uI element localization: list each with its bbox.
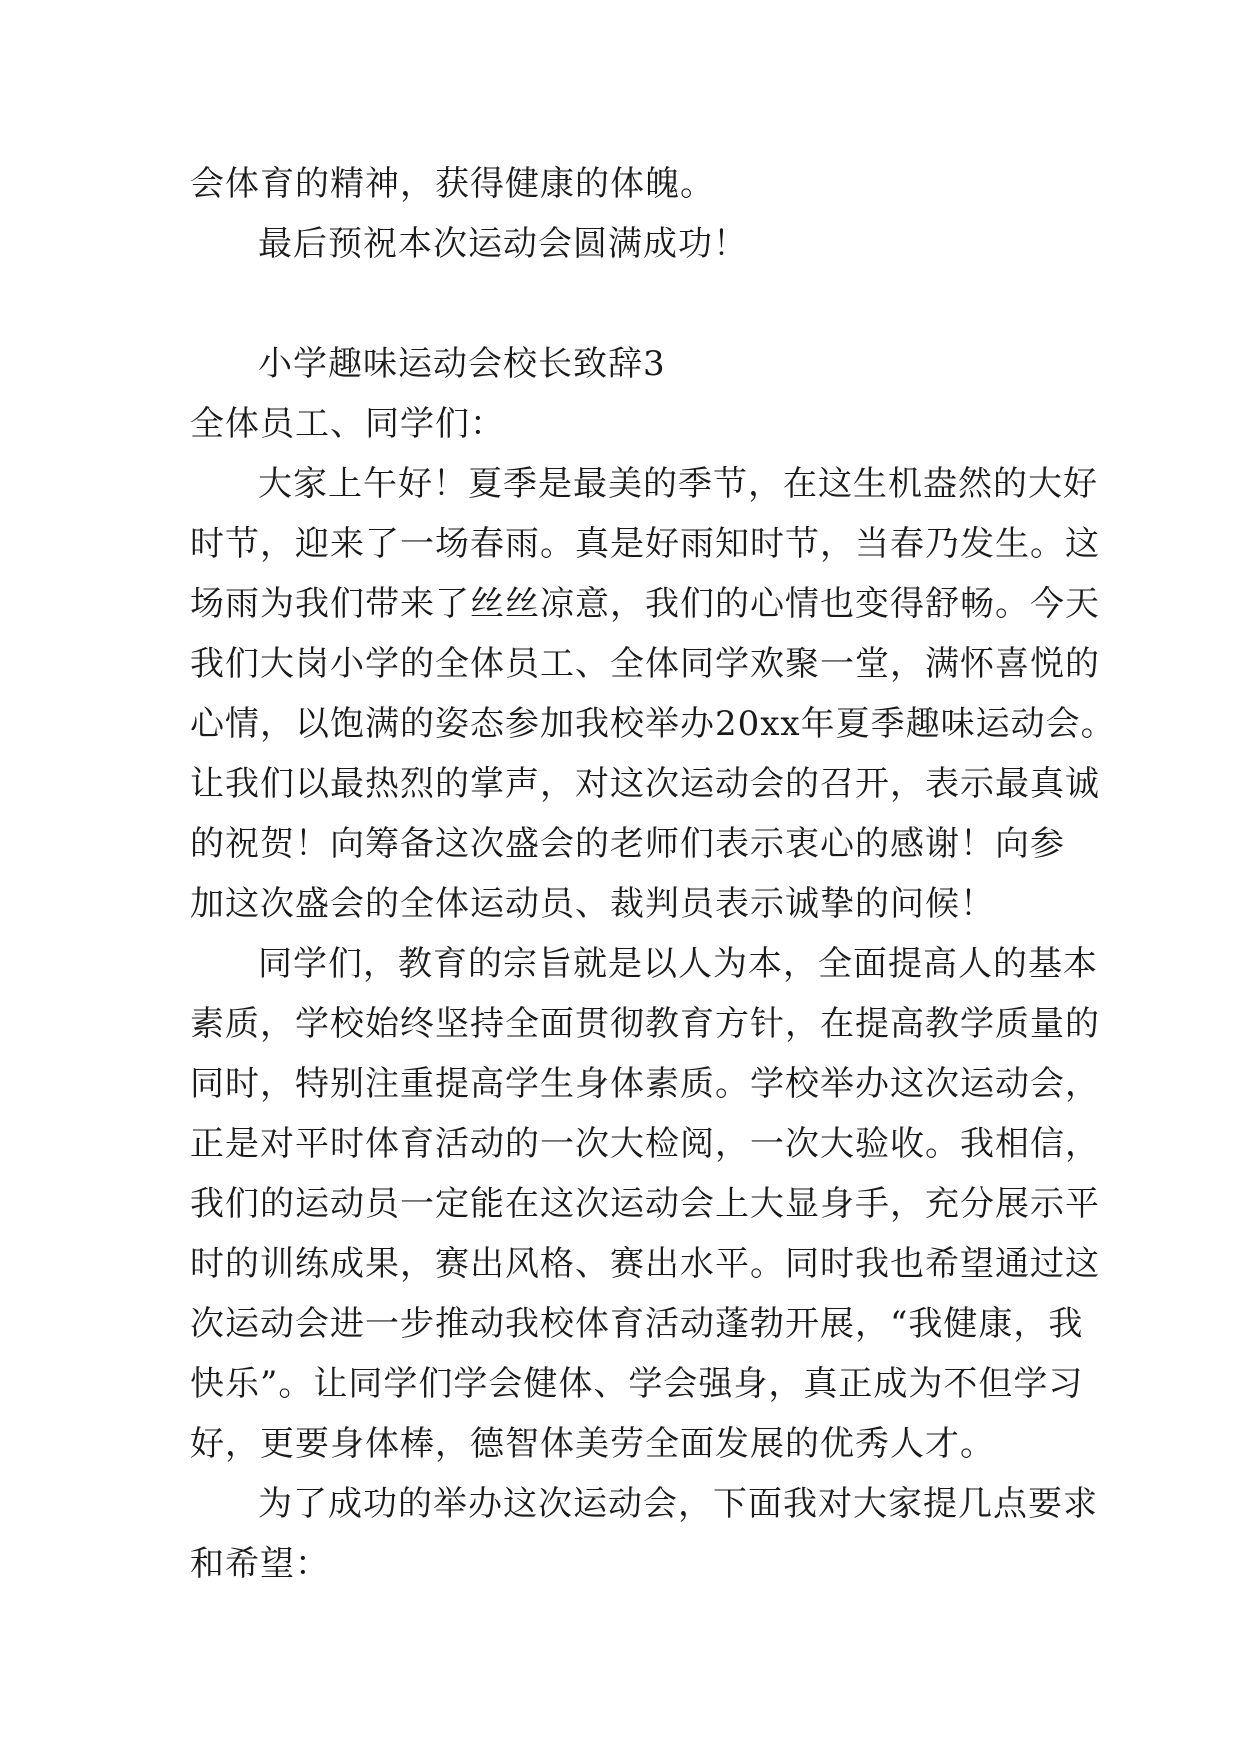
paragraph-1-line: 心情，以饱满的姿态参加我校举办20xx年夏季趣味运动会。 (190, 704, 1116, 744)
paragraph-1-line: 时节，迎来了一场春雨。真是好雨知时节，当春乃发生。这 (190, 524, 1100, 564)
paragraph-2-line: 时的训练成果，赛出风格、赛出水平。同时我也希望通过这 (190, 1244, 1100, 1284)
paragraph-3-line: 为了成功的举办这次运动会，下面我对大家提几点要求 (258, 1484, 1098, 1524)
paragraph-2-line: 素质，学校始终坚持全面贯彻教育方针，在提高教学质量的 (190, 1004, 1100, 1044)
salutation: 全体员工、同学们： (190, 404, 505, 444)
carryover-line: 会体育的精神，获得健康的体魄。 (190, 164, 715, 204)
paragraph-1-line: 让我们以最热烈的掌声，对这次运动会的召开，表示最真诚 (190, 764, 1100, 804)
paragraph-1-line: 场雨为我们带来了丝丝凉意，我们的心情也变得舒畅。今天 (190, 584, 1100, 624)
paragraph-2-line: 我们的运动员一定能在这次运动会上大显身手，充分展示平 (190, 1184, 1100, 1224)
paragraph-2-line: 好，更要身体棒，德智体美劳全面发展的优秀人才。 (190, 1424, 995, 1464)
paragraph-2-line: 次运动会进一步推动我校体育活动蓬勃开展，“我健康，我 (190, 1304, 1084, 1344)
paragraph-1-line: 加这次盛会的全体运动员、裁判员表示诚挚的问候！ (190, 884, 995, 924)
closing-wish: 最后预祝本次运动会圆满成功！ (258, 224, 748, 264)
paragraph-1-line: 的祝贺！向筹备这次盛会的老师们表示衷心的感谢！向参 (190, 824, 1065, 864)
paragraph-3-line: 和希望： (190, 1544, 330, 1584)
paragraph-1-line: 我们大岗小学的全体员工、全体同学欢聚一堂，满怀喜悦的 (190, 644, 1100, 684)
section-title: 小学趣味运动会校长致辞3 (258, 344, 666, 384)
paragraph-1-line: 大家上午好！夏季是最美的季节，在这生机盎然的大好 (258, 464, 1098, 504)
paragraph-2-line: 同时，特别注重提高学生身体素质。学校举办这次运动会， (190, 1064, 1100, 1104)
paragraph-2-line: 快乐”。让同学们学会健体、学会强身，真正成为不但学习 (190, 1364, 1084, 1404)
paragraph-2-line: 正是对平时体育活动的一次大检阅，一次大验收。我相信， (190, 1124, 1100, 1164)
paragraph-2-line: 同学们，教育的宗旨就是以人为本，全面提高人的基本 (258, 944, 1098, 984)
